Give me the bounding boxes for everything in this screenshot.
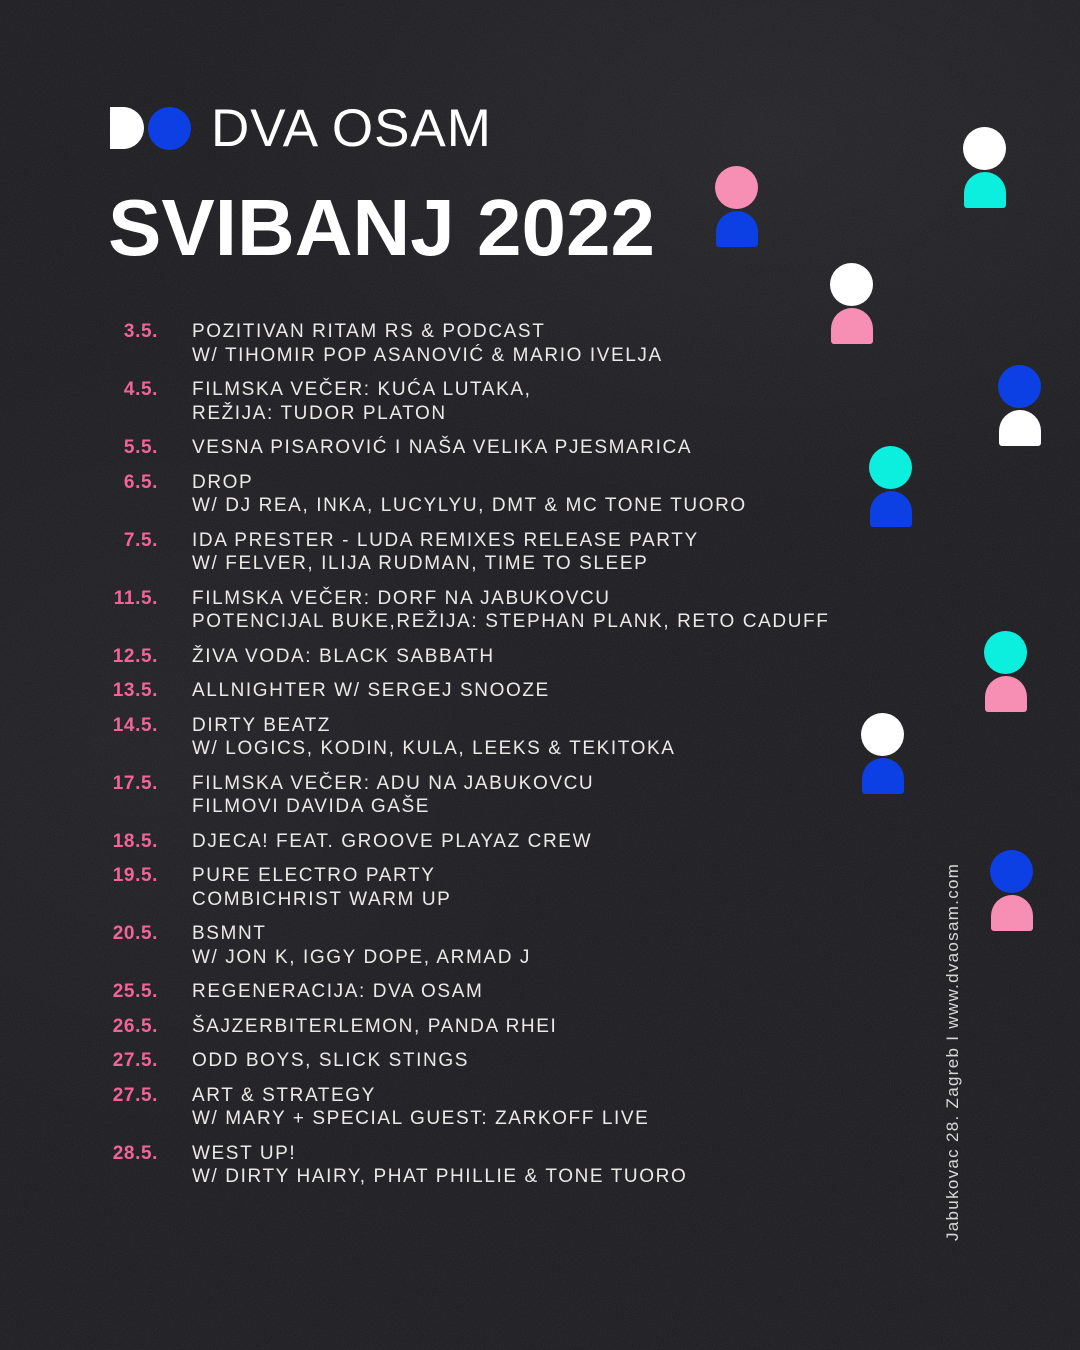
event-date: 6.5.	[123, 471, 158, 493]
person-blue-white-icon	[998, 365, 1041, 446]
event-line: FILMOVI DAVIDA GAŠE	[192, 796, 431, 817]
event-date: 19.5.	[112, 865, 158, 886]
event-line: FILMSKA VEČER: ADU NA JABUKOVCU	[192, 772, 595, 794]
person-head-blue	[990, 850, 1033, 893]
event-line: ART & STRATEGY	[192, 1084, 376, 1106]
event-line: COMBICHRIST WARM UP	[192, 888, 452, 910]
event-title	[192, 830, 592, 854]
event-title	[192, 1142, 687, 1189]
event-row	[60, 1142, 860, 1189]
event-row	[60, 587, 860, 634]
event-line: W/ FELVER, ILIJA RUDMAN, TIME TO SLEEP	[192, 553, 649, 574]
event-line: ŽIVA VODA: BLACK SABBATH	[192, 645, 495, 667]
event-line: WEST UP!	[192, 1142, 297, 1164]
logo-mark-o-icon	[148, 107, 191, 150]
event-row	[60, 772, 860, 819]
event-line: BSMNT	[192, 923, 267, 944]
event-row	[60, 714, 860, 761]
event-title	[192, 645, 495, 669]
event-line: W/ MARY + SPECIAL GUEST: ZARKOFF LIVE	[192, 1108, 650, 1129]
event-title	[192, 529, 699, 576]
person-body-cyan	[964, 172, 1006, 208]
person-body-blue	[870, 491, 912, 527]
event-row	[60, 436, 860, 460]
event-line: IDA PRESTER - LUDA REMIXES RELEASE PARTY	[192, 529, 699, 551]
event-row	[60, 529, 860, 576]
event-date: 13.5.	[112, 680, 158, 701]
person-head-blue	[998, 365, 1041, 408]
event-line: ŠAJZERBITERLEMON, PANDA RHEI	[192, 1015, 558, 1037]
event-date: 4.5.	[123, 379, 158, 400]
person-body-blue	[862, 758, 904, 794]
event-date: 18.5.	[112, 830, 158, 852]
person-white-blue-icon	[861, 713, 904, 794]
event-title	[192, 436, 692, 460]
event-line: FILMSKA VEČER: DORF NA JABUKOVCU	[192, 587, 611, 609]
event-row	[60, 1015, 860, 1039]
person-white-pink-icon	[830, 263, 873, 344]
person-body-blue	[716, 211, 758, 247]
event-row	[60, 1084, 860, 1131]
person-head-white	[830, 263, 873, 306]
event-line: W/ LOGICS, KODIN, KULA, LEEKS & TEKITOKA	[192, 738, 676, 759]
event-row	[60, 645, 860, 669]
venue-address-vertical: Jabukovac 28. Zagreb I www.dvaosam.com	[943, 862, 962, 1241]
event-row	[60, 980, 860, 1004]
events-list	[60, 320, 860, 1200]
event-line: DIRTY BEATZ	[192, 714, 332, 736]
person-body-pink	[991, 895, 1033, 931]
dva-osam-logo	[110, 98, 492, 158]
event-row	[60, 320, 860, 367]
event-date: 7.5.	[123, 529, 158, 551]
event-line: W/ DJ REA, INKA, LUCYLYU, DMT & MC TONE TUORO	[192, 495, 747, 516]
event-title	[192, 471, 747, 518]
person-head-cyan	[984, 631, 1027, 674]
person-pink-blue-icon	[715, 166, 758, 247]
event-line: DJECA! FEAT. GROOVE PLAYAZ CREW	[192, 830, 593, 852]
event-row	[60, 922, 860, 969]
event-title	[192, 320, 663, 367]
event-date: 26.5.	[112, 1015, 158, 1037]
event-date: 3.5.	[123, 321, 158, 342]
person-body-pink	[831, 308, 873, 344]
person-body-pink	[985, 676, 1027, 712]
person-cyan-pink-icon	[984, 631, 1027, 712]
event-line: REGENERACIJA: DVA OSAM	[192, 981, 484, 1002]
event-date: 27.5.	[112, 1084, 158, 1106]
event-title	[192, 1084, 649, 1131]
event-row	[60, 679, 860, 703]
event-date: 25.5.	[112, 981, 158, 1002]
event-title	[192, 679, 550, 703]
event-line: ALLNIGHTER W/ SERGEJ SNOOZE	[192, 680, 550, 701]
event-date: 17.5.	[112, 772, 158, 794]
event-line: PURE ELECTRO PARTY	[192, 865, 436, 886]
person-head-white	[861, 713, 904, 756]
event-line: REŽIJA: TUDOR PLATON	[192, 402, 447, 424]
event-line: POZITIVAN RITAM RS & PODCAST	[192, 321, 546, 342]
event-date: 11.5.	[113, 587, 158, 609]
page-title: SVIBANJ 2022	[108, 183, 655, 272]
event-line: VESNA PISAROVIĆ I NAŠA VELIKA PJESMARICA	[192, 437, 693, 458]
event-title	[192, 378, 532, 425]
person-head-cyan	[869, 446, 912, 489]
event-date: 12.5.	[112, 645, 158, 667]
event-line: W/ TIHOMIR POP ASANOVIĆ & MARIO IVELJA	[192, 344, 663, 366]
event-date: 14.5.	[112, 714, 158, 736]
event-line: FILMSKA VEČER: KUĆA LUTAKA,	[192, 379, 532, 400]
event-date: 5.5.	[123, 437, 158, 458]
event-row	[60, 378, 860, 425]
event-title	[192, 1049, 469, 1073]
event-title	[192, 922, 531, 969]
event-row	[60, 471, 860, 518]
event-date: 20.5.	[112, 923, 158, 944]
logo-mark-d-icon	[110, 107, 144, 149]
event-row	[60, 864, 860, 911]
event-row	[60, 830, 860, 854]
event-line: W/ DIRTY HAIRY, PHAT PHILLIE & TONE TUORO	[192, 1166, 688, 1187]
event-title	[192, 864, 451, 911]
logo-text: DVA OSAM	[211, 98, 492, 158]
event-title	[192, 772, 594, 819]
event-line: DROP	[192, 471, 254, 493]
event-row	[60, 1049, 860, 1073]
event-line: POTENCIJAL BUKE,REŽIJA: STEPHAN PLANK, RETO CADUFF	[192, 611, 830, 632]
person-body-white	[999, 410, 1041, 446]
event-line: ODD BOYS, SLICK STINGS	[192, 1050, 469, 1071]
event-title	[192, 1015, 557, 1039]
person-head-pink	[715, 166, 758, 209]
person-white-cyan-icon	[963, 127, 1006, 208]
person-blue-pink-icon	[990, 850, 1033, 931]
event-line: W/ JON K, IGGY DOPE, ARMAD J	[192, 946, 531, 968]
event-title	[192, 587, 829, 634]
event-date: 28.5.	[112, 1142, 158, 1164]
event-title	[192, 980, 483, 1004]
person-cyan-blue-icon	[869, 446, 912, 527]
person-head-white	[963, 127, 1006, 170]
event-date: 27.5.	[112, 1050, 158, 1071]
event-title	[192, 714, 676, 761]
